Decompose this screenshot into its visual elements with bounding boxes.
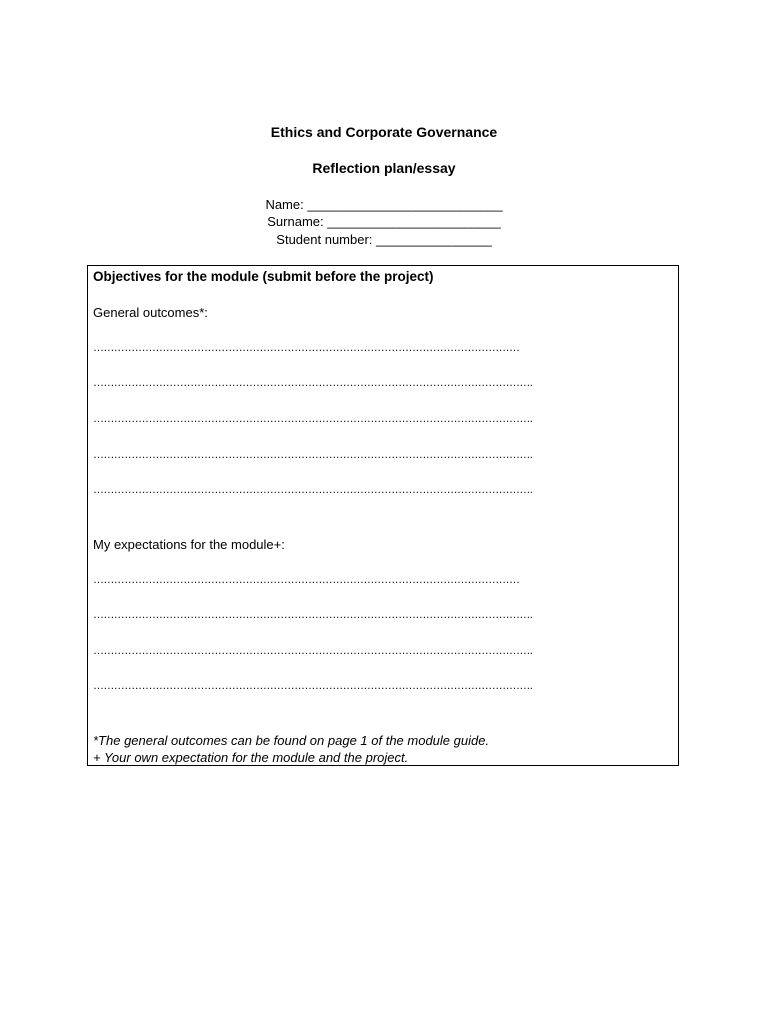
objectives-heading: Objectives for the module (submit before the project) xyxy=(93,269,434,284)
expectation-line-4[interactable]: ………………………………………………………………………………………………………………. xyxy=(93,680,533,692)
general-outcome-line-4[interactable]: ………………………………………………………………………………………………………………. xyxy=(93,449,533,461)
general-outcome-line-2[interactable]: ………………………………………………………………………………………………………………. xyxy=(93,377,533,389)
document-subtitle: Reflection plan/essay xyxy=(312,160,456,176)
surname-field[interactable]: Surname: ________________________ xyxy=(267,214,501,229)
general-outcome-line-5[interactable]: ………………………………………………………………………………………………………………. xyxy=(93,484,533,496)
objectives-box xyxy=(87,265,679,766)
footnote-expectations: + Your own expectation for the module and the project. xyxy=(93,750,409,765)
document-title: Ethics and Corporate Governance xyxy=(270,124,498,140)
expectation-line-1[interactable]: …………………………………………………………………………………………………………… xyxy=(93,574,520,586)
expectation-line-3[interactable]: ………………………………………………………………………………………………………………. xyxy=(93,645,533,657)
footnote-general-outcomes: *The general outcomes can be found on page 1 of the module guide. xyxy=(93,733,490,748)
general-outcomes-label: General outcomes*: xyxy=(93,305,208,320)
expectation-line-2[interactable]: ………………………………………………………………………………………………………………. xyxy=(93,609,533,621)
general-outcome-line-3[interactable]: ………………………………………………………………………………………………………………. xyxy=(93,413,533,425)
student-number-field[interactable]: Student number: ________________ xyxy=(276,232,492,247)
name-field[interactable]: Name: ___________________________ xyxy=(265,197,503,212)
general-outcome-line-1[interactable]: …………………………………………………………………………………………………………… xyxy=(93,342,520,354)
expectations-label: My expectations for the module+: xyxy=(93,537,285,552)
